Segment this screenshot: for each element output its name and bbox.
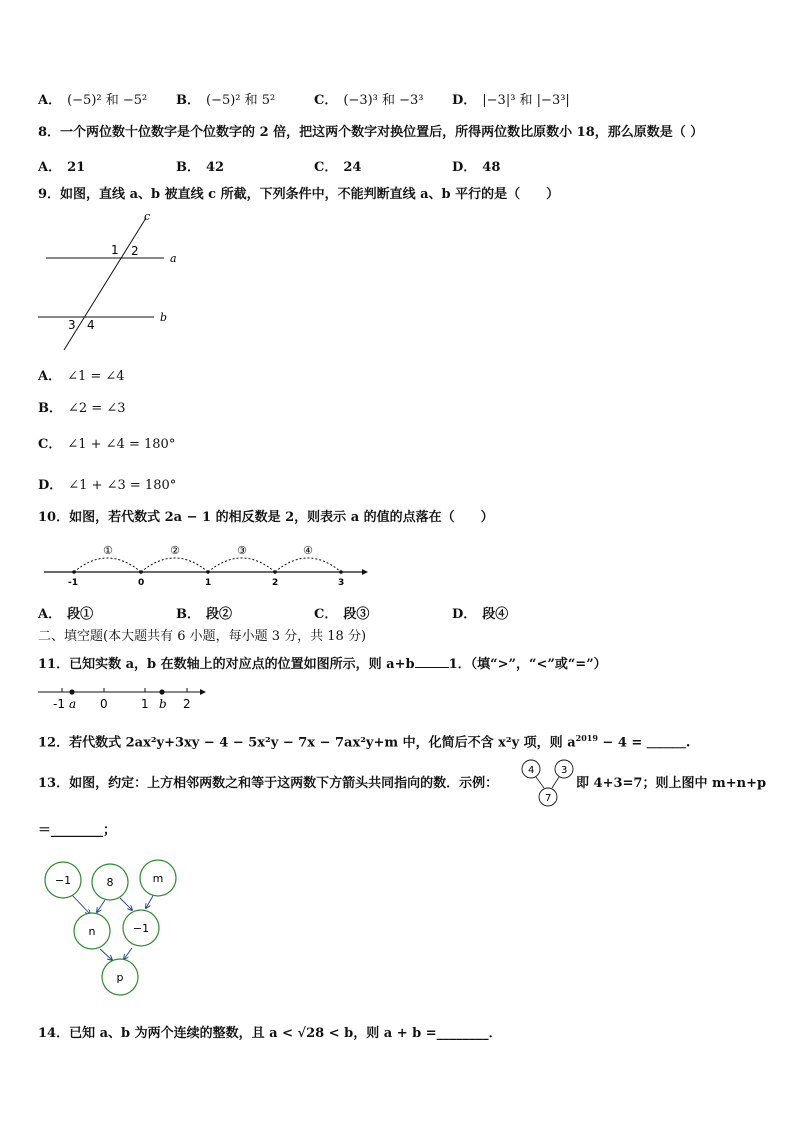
q13-text-line1-after: 即 4+3=7；则上图中 m+n+p: [576, 776, 767, 791]
label-c: c: [144, 210, 151, 223]
section-title: 二、填空题(本大题共有 6 小题，每小题 3 分，共 18 分): [38, 629, 367, 644]
q8-option-b: [176, 156, 224, 175]
segment-4-arc: [275, 558, 341, 572]
tick-label: 2: [272, 578, 279, 588]
option-text: ∠2 = ∠3: [68, 401, 126, 416]
q13-text-line1-before: 13．如图，约定：上方相邻两数之和等于这两数下方箭头共同指向的数．示例：: [38, 776, 499, 791]
segment-4-label: ④: [303, 544, 313, 557]
q11-text-before: 11．已知实数 a，b 在数轴上的对应点的位置如图所示，则 a+b: [38, 657, 415, 672]
tick-dot: [273, 570, 277, 574]
option-text: 21: [67, 160, 86, 175]
point-a: [69, 689, 74, 694]
q9-parallel-lines-figure: [36, 208, 186, 356]
option-text: ∠1 = ∠4: [67, 369, 125, 384]
q11-number-line-figure: [36, 684, 208, 712]
point-b-label: b: [159, 697, 167, 711]
option-label: B．: [176, 160, 200, 175]
option-text: 段①: [67, 607, 94, 622]
angle-4-label: 4: [87, 318, 95, 332]
tick-dot: [339, 570, 343, 574]
arrow-icon: [120, 898, 132, 910]
tick-dot: [72, 570, 76, 574]
tick-label: 1: [205, 578, 212, 588]
segment-2-label: ②: [170, 544, 180, 557]
tick-label: -1: [53, 697, 65, 711]
arrow-icon: [72, 895, 90, 914]
q11-answer-blank[interactable]: [415, 653, 449, 668]
point-b: [159, 689, 164, 694]
option-label: A．: [38, 160, 62, 175]
segment-3-arc: [208, 558, 275, 572]
q10-option-d: [452, 603, 508, 622]
option-label: C．: [314, 160, 338, 175]
option-label: D．: [452, 607, 477, 622]
arrow-icon: [536, 777, 544, 788]
tick-dot: [139, 570, 143, 574]
q10-number-line-figure: [40, 538, 370, 588]
q14-text: 14．已知 a、b 为两个连续的整数，且 a < √28 < b，则 a + b =________．: [38, 1026, 502, 1041]
example-top-left: 4: [528, 765, 535, 776]
option-label: C．: [38, 437, 62, 452]
line-c: [64, 218, 146, 350]
arrow-icon: [100, 949, 112, 960]
node-label: −1: [132, 922, 150, 935]
angle-3-label: 3: [68, 318, 76, 332]
example-bottom: 7: [545, 793, 552, 804]
arrow-icon: [124, 948, 132, 959]
arrow-icon: [552, 777, 559, 788]
q8-text: 8．一个两位数十位数字是个位数字的 2 倍，把这两个数字对换位置后，所得两位数比原数小 18，那么原数是（ ）: [38, 125, 704, 140]
q12-exponent: 2019: [575, 733, 598, 743]
node-label: 8: [106, 876, 114, 889]
segment-3-label: ③: [237, 544, 247, 557]
q13-example-figure: [516, 758, 578, 808]
tick-label: 2: [183, 697, 191, 711]
node-label: −1: [54, 874, 72, 887]
q9-option-c: [38, 433, 175, 452]
option-text: 48: [482, 160, 501, 175]
tick-label: 3: [338, 578, 345, 588]
q9-option-d: [38, 474, 176, 493]
point-a-label: a: [69, 697, 77, 711]
option-label: D．: [38, 478, 63, 493]
angle-2-label: 2: [131, 244, 139, 258]
tick-label: 1: [141, 697, 149, 711]
option-text: 42: [206, 160, 225, 175]
option-label: B．: [176, 93, 200, 108]
q10-text: 10．如图，若代数式 2a − 1 的相反数是 2，则表示 a 的值的点落在（ ）: [38, 510, 494, 525]
q9-text: 9．如图，直线 a、b 被直线 c 所截，下列条件中，不能判断直线 a、b 平行的是（ ）: [38, 187, 560, 202]
q9-option-b: [38, 397, 125, 416]
node-label: n: [88, 925, 96, 938]
option-label: A．: [38, 93, 62, 108]
option-text: (−5)² 和 5²: [206, 93, 276, 108]
q13-text-line2: ＝________；: [38, 823, 117, 838]
option-label: D．: [452, 93, 477, 108]
q7-option-c: [314, 89, 424, 108]
q10-option-b: [176, 603, 232, 622]
arrow-icon: [97, 900, 105, 912]
q11-text-after: 1．（填“>”，“<”或“=”）: [448, 657, 607, 672]
node-label: p: [116, 971, 124, 984]
q10-option-c: [314, 603, 369, 622]
q10-option-a: [38, 603, 93, 622]
tick-dot: [206, 570, 210, 574]
option-label: C．: [314, 607, 338, 622]
option-text: (−5)² 和 −5²: [67, 93, 148, 108]
segment-1-label: ①: [103, 544, 113, 557]
label-a: a: [170, 252, 177, 265]
q12-text: [38, 729, 690, 752]
q7-option-d: [452, 89, 570, 108]
segment-2-arc: [141, 558, 208, 572]
tick-label: -1: [68, 578, 78, 588]
option-label: D．: [452, 160, 477, 175]
node-label: m: [152, 872, 164, 885]
option-text: (−3)³ 和 −3³: [343, 93, 424, 108]
option-label: A．: [38, 607, 62, 622]
option-text: 段④: [482, 607, 509, 622]
example-top-right: 3: [561, 765, 568, 776]
option-label: B．: [38, 401, 62, 416]
option-text: |−3|³ 和 |−3³|: [482, 93, 570, 108]
arrow-icon: [146, 894, 154, 908]
arrow-head-icon: [200, 689, 206, 695]
q12-text-before: 12．若代数式 2ax²y+3xy − 4 − 5x²y − 7x − 7ax²y+m 中，化简后不含 x²y 项，则 a: [38, 735, 576, 751]
tick-label: 0: [100, 697, 108, 711]
option-label: A．: [38, 369, 62, 384]
option-text: ∠1 + ∠4 = 180°: [67, 437, 176, 452]
segment-1-arc: [74, 558, 141, 572]
q12-text-after: − 4 = ＿＿＿.: [597, 735, 691, 751]
option-text: 24: [343, 160, 362, 175]
q7-option-a: [38, 89, 147, 108]
q13-tree-figure: [40, 856, 190, 1000]
q8-option-a: [38, 156, 85, 175]
option-label: B．: [176, 607, 200, 622]
q11-text: [38, 653, 607, 674]
arrow-head-icon: [362, 569, 368, 575]
option-text: 段③: [343, 607, 370, 622]
option-label: C．: [314, 93, 338, 108]
angle-1-label: 1: [111, 243, 119, 257]
tick-label: 0: [138, 578, 145, 588]
option-text: 段②: [206, 607, 233, 622]
q8-option-d: [452, 156, 500, 175]
label-b: b: [160, 311, 168, 324]
option-text: ∠1 + ∠3 = 180°: [68, 478, 177, 493]
q7-option-b: [176, 89, 275, 108]
q8-option-c: [314, 156, 361, 175]
q9-option-a: [38, 365, 125, 384]
